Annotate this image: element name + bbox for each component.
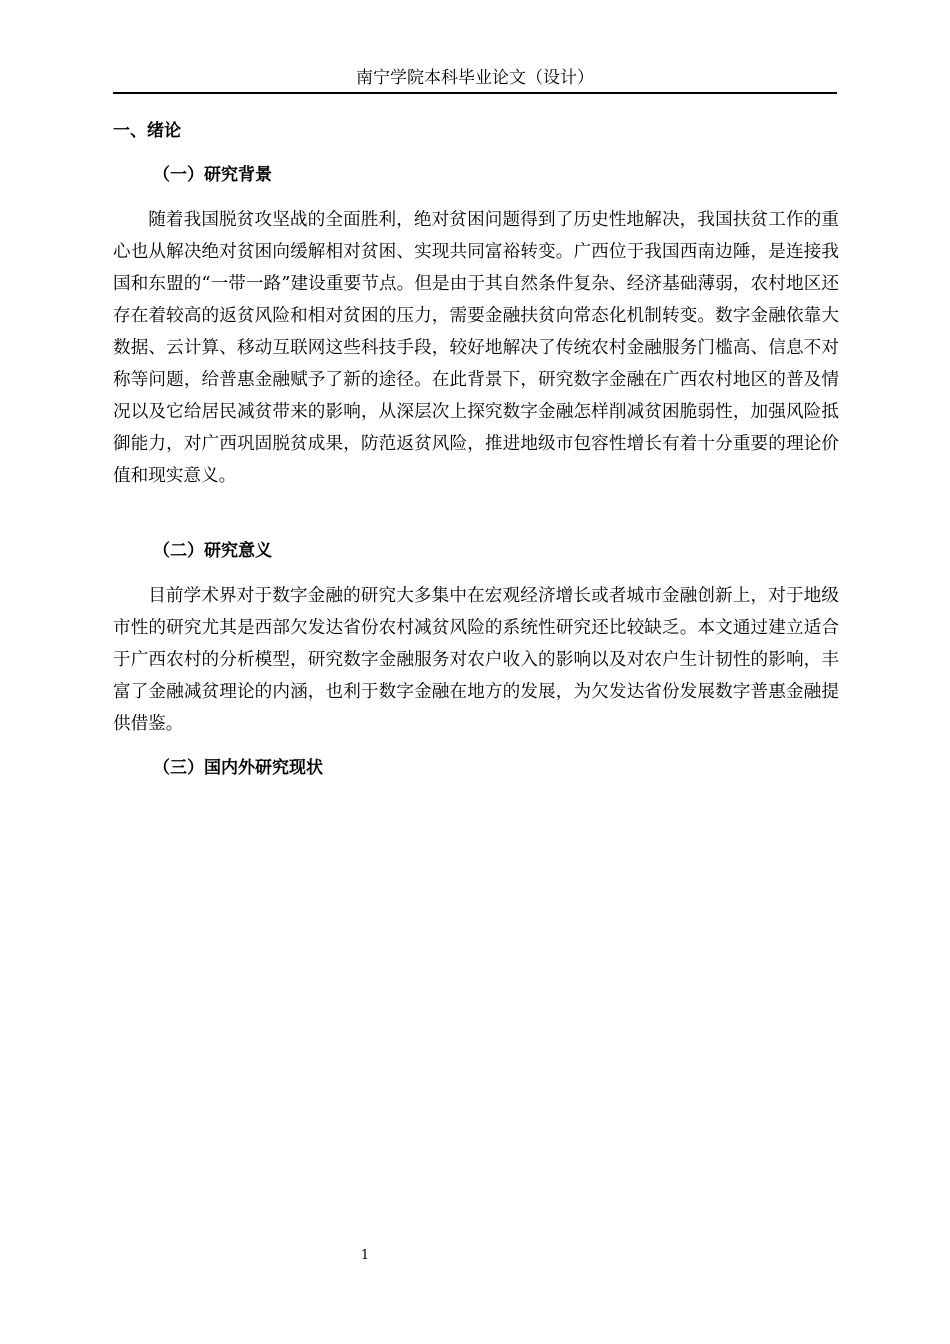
paragraph-significance: 目前学术界对于数字金融的研究大多集中在宏观经济增长或者城市金融创新上，对于地级市性的研究尤其是西部欠发达省份农村减贫风险的系统性研究还比较缺乏。本文通过建立适合于广西农村的分析模型，研究数字金融服务对农户收入的影响以及对农户生计韧性的影响，丰富了金融减贫理论的内涵，也利于数字金融在地方的发展，为欠发达省份发展数字普惠金融提供借鉴。: [113, 586, 839, 734]
section-heading-background: （一）研究背景: [153, 165, 272, 185]
page-header: [113, 66, 837, 94]
paragraph-background: 随着我国脱贫攻坚战的全面胜利，绝对贫困问题得到了历史性地解决，我国扶贫工作的重心也从解决绝对贫困向缓解相对贫困、实现共同富裕转变。广西位于我国西南边陲，是连接我国和东盟的“一带一路”建设重要节点。但是由于其自然条件复杂、经济基础薄弱，农村地区还存在着较高的返贫风险和相对贫困的压力，需要金融扶贫向常态化机制转变。数字金融依靠大数据、云计算、移动互联网这些科技手段，较好地解决了传统农村金融服务门槛高、信息不对称等问题，给普惠金融赋予了新的途径。在此背景下，研究数字金融在广西农村地区的普及情况以及它给居民减贫带来的影响，从深层次上探究数字金融怎样削减贫困脆弱性，加强风险抵御能力，对广西巩固脱贫成果，防范返贫风险，推进地级市包容性增长有着十分重要的理论价值和现实意义。: [113, 210, 839, 486]
chapter-title: 一、绪论: [113, 121, 181, 141]
section-heading-significance: （二）研究意义: [153, 541, 272, 561]
section-heading-status: （三）国内外研究现状: [153, 758, 323, 778]
header-title: 南宁学院本科毕业论文（设计）: [356, 68, 594, 88]
page-number: 1: [360, 1248, 370, 1263]
